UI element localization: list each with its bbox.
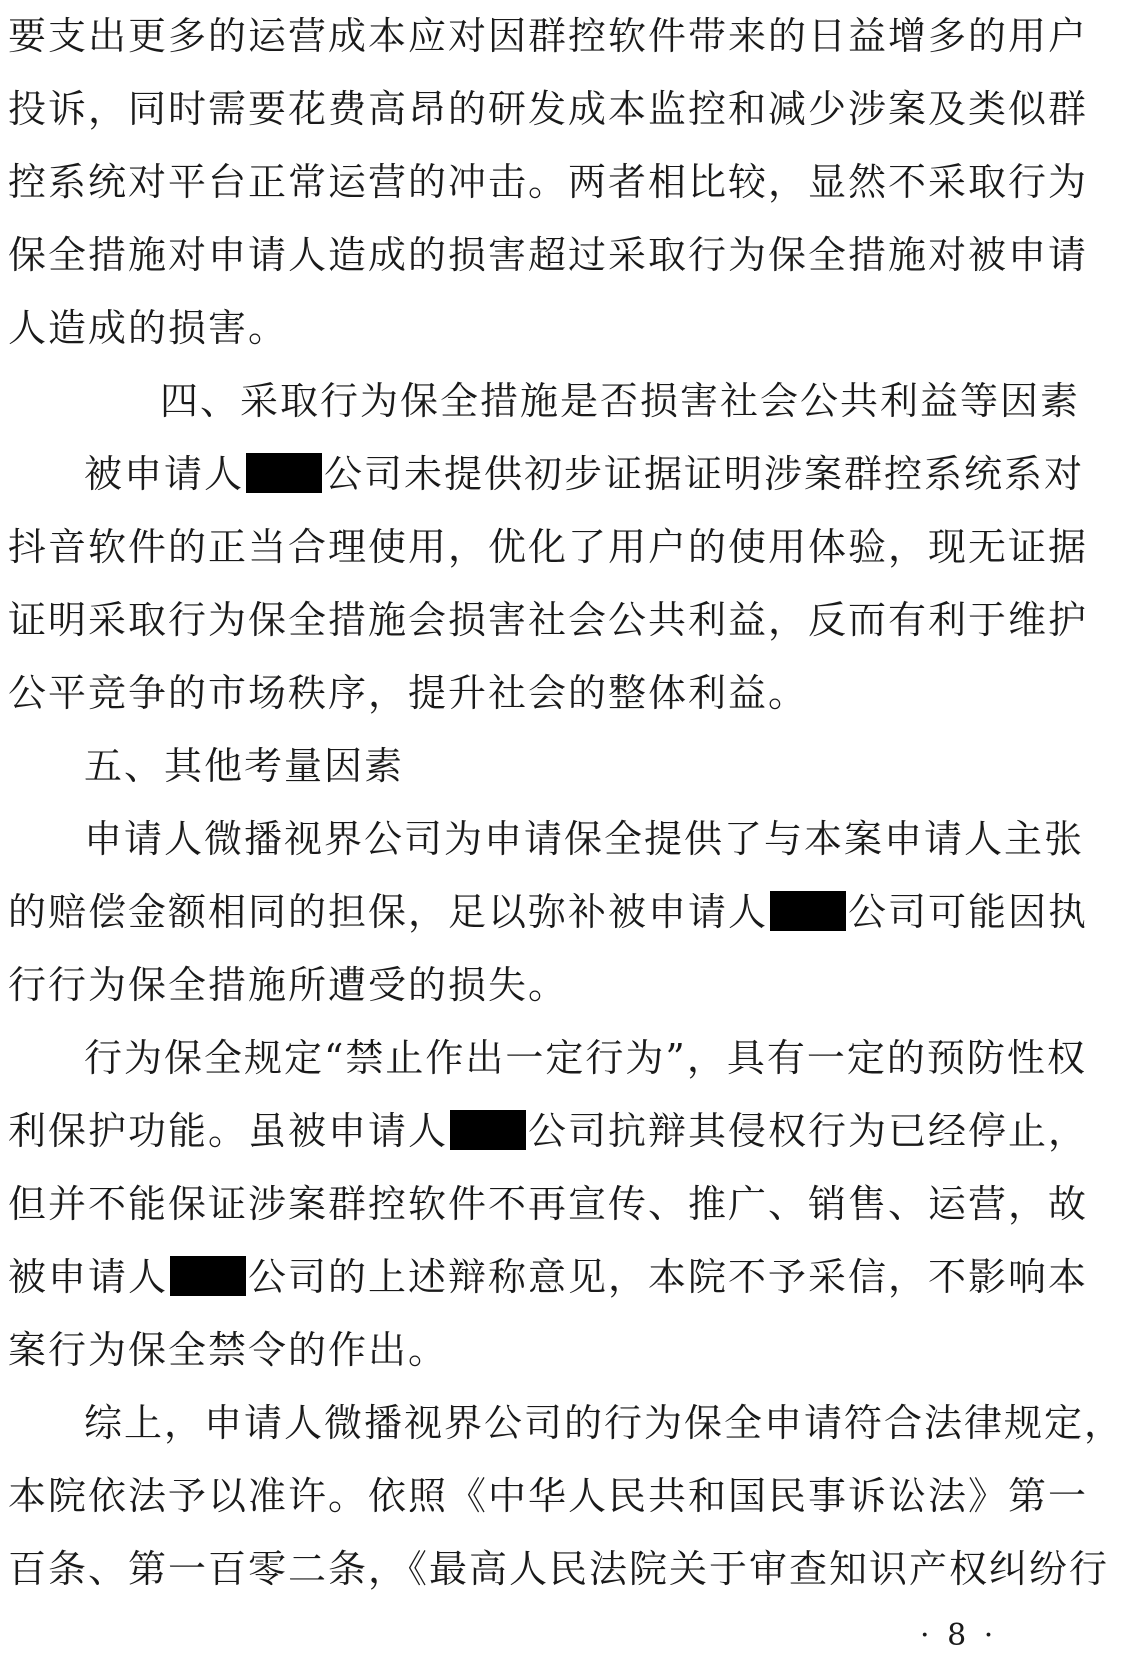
text-fragment: 利保护功能。虽被申请人: [8, 1109, 449, 1153]
text-line: 公平竞争的市场秩序，提升社会的整体利益。: [8, 671, 809, 715]
text-line: 申请人微播视界公司为申请保全提供了与本案申请人主张: [84, 817, 1085, 861]
section-heading-four: 四、采取行为保全措施是否损害社会公共利益等因素: [160, 379, 1081, 423]
text-line: [8, 876, 1089, 949]
text-line: 证明采取行为保全措施会损害社会公共利益，反而有利于维护: [8, 598, 1089, 642]
text-fragment: 公司未提供初步证据证明涉案群控系统系对: [324, 452, 1085, 496]
document-body: [8, 0, 1124, 1606]
text-line: [8, 1241, 1089, 1314]
text-line: 人造成的损害。: [8, 306, 289, 350]
text-fragment: 公司的上述辩称意见，本院不予采信，不影响本: [248, 1255, 1089, 1299]
text-fragment: 公司抗辩其侵权行为已经停止，: [528, 1109, 1089, 1153]
text-line: [8, 438, 1085, 511]
text-line: 控系统对平台正常运营的冲击。两者相比较，显然不采取行为: [8, 160, 1089, 204]
text-fragment: 被申请人: [8, 1255, 169, 1299]
section-heading-five: 五、其他考量因素: [84, 744, 405, 788]
page-number: · 8 ·: [920, 1618, 998, 1653]
text-line: 行为保全规定“禁止作出一定行为”，具有一定的预防性权: [84, 1036, 1087, 1080]
text-fragment: 的赔偿金额相同的担保，足以弥补被申请人: [8, 890, 769, 934]
redaction-block: [770, 891, 846, 931]
text-line: 本院依法予以准许。依照《中华人民共和国民事诉讼法》第一: [8, 1474, 1089, 1518]
redaction-block: [170, 1256, 246, 1296]
text-line: 行行为保全措施所遭受的损失。: [8, 963, 569, 1007]
text-line: [8, 1095, 1089, 1168]
text-line: 保全措施对申请人造成的损害超过采取行为保全措施对被申请: [8, 233, 1089, 277]
text-line: 要支出更多的运营成本应对因群控软件带来的日益增多的用户: [8, 14, 1089, 58]
text-fragment: 被申请人: [84, 452, 245, 496]
text-line: 抖音软件的正当合理使用，优化了用户的使用体验，现无证据: [8, 525, 1089, 569]
text-fragment: 公司可能因执: [848, 890, 1089, 934]
text-line: 投诉，同时需要花费高昂的研发成本监控和减少涉案及类似群: [8, 87, 1089, 131]
redaction-block: [246, 453, 322, 493]
text-line: 百条、第一百零二条，《最高人民法院关于审查知识产权纠纷行: [8, 1547, 1110, 1591]
text-line: 综上，申请人微播视界公司的行为保全申请符合法律规定，: [84, 1401, 1124, 1445]
text-line: 案行为保全禁令的作出。: [8, 1328, 449, 1372]
text-line: 但并不能保证涉案群控软件不再宣传、推广、销售、运营，故: [8, 1182, 1089, 1226]
redaction-block: [450, 1110, 526, 1150]
